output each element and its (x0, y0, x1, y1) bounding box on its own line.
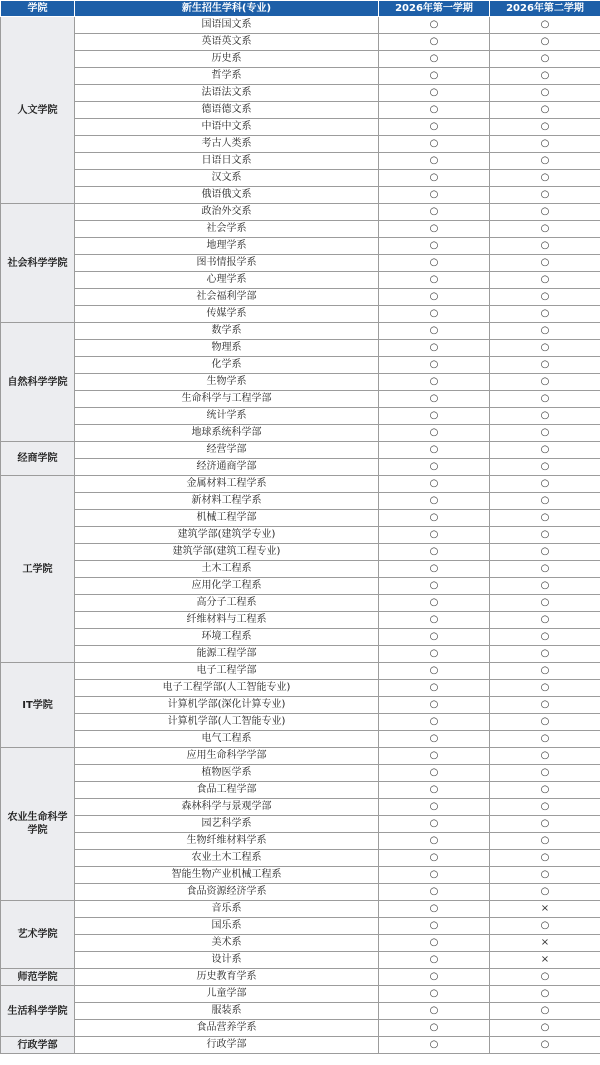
table-row (1, 663, 600, 680)
table-row (1, 34, 600, 51)
table-row (1, 969, 600, 986)
semester-1-status: ○ (379, 255, 490, 272)
major-name: 心理学系 (75, 272, 379, 289)
semester-2-status: ○ (490, 170, 600, 187)
semester-2-status: ○ (490, 884, 600, 901)
semester-1-status: ○ (379, 544, 490, 561)
semester-1-status: ○ (379, 289, 490, 306)
college-name: IT学院 (1, 663, 75, 748)
semester-1-status: ○ (379, 493, 490, 510)
major-name: 服装系 (75, 1003, 379, 1020)
header-semester-2: 2026年第二学期 (490, 1, 600, 17)
table-row (1, 187, 600, 204)
major-name: 纤维材料与工程系 (75, 612, 379, 629)
major-name: 俄语俄文系 (75, 187, 379, 204)
college-name: 经商学院 (1, 442, 75, 476)
semester-1-status: ○ (379, 782, 490, 799)
semester-1-status: ○ (379, 204, 490, 221)
table-row (1, 510, 600, 527)
semester-1-status: ○ (379, 561, 490, 578)
table-row (1, 867, 600, 884)
major-name: 新材料工程学系 (75, 493, 379, 510)
semester-1-status: ○ (379, 476, 490, 493)
semester-2-status: ○ (490, 374, 600, 391)
major-name: 日语日文系 (75, 153, 379, 170)
major-name: 德语德文系 (75, 102, 379, 119)
table-row (1, 578, 600, 595)
major-name: 建筑学部(建筑工程专业) (75, 544, 379, 561)
semester-2-status: ○ (490, 187, 600, 204)
semester-2-status: ○ (490, 289, 600, 306)
table-row (1, 1037, 600, 1054)
semester-1-status: ○ (379, 799, 490, 816)
table-row (1, 850, 600, 867)
semester-2-status: ○ (490, 714, 600, 731)
semester-1-status: ○ (379, 357, 490, 374)
table-row (1, 102, 600, 119)
major-name: 社会福利学部 (75, 289, 379, 306)
semester-1-status: ○ (379, 714, 490, 731)
semester-2-status: × (490, 935, 600, 952)
major-name: 食品工程学部 (75, 782, 379, 799)
semester-1-status: ○ (379, 629, 490, 646)
semester-2-status: ○ (490, 969, 600, 986)
semester-2-status: ○ (490, 408, 600, 425)
semester-1-status: ○ (379, 1003, 490, 1020)
semester-1-status: ○ (379, 935, 490, 952)
semester-2-status: ○ (490, 544, 600, 561)
semester-2-status: ○ (490, 153, 600, 170)
semester-2-status: ○ (490, 204, 600, 221)
major-name: 音乐系 (75, 901, 379, 918)
semester-1-status: ○ (379, 221, 490, 238)
major-name: 考古人类系 (75, 136, 379, 153)
semester-1-status: ○ (379, 850, 490, 867)
major-name: 环境工程系 (75, 629, 379, 646)
semester-1-status: ○ (379, 765, 490, 782)
semester-1-status: ○ (379, 340, 490, 357)
table-header (1, 1, 600, 17)
semester-1-status: ○ (379, 595, 490, 612)
semester-1-status: ○ (379, 85, 490, 102)
semester-1-status: ○ (379, 119, 490, 136)
semester-2-status: ○ (490, 867, 600, 884)
semester-2-status: ○ (490, 272, 600, 289)
semester-2-status: ○ (490, 119, 600, 136)
college-name: 师范学院 (1, 969, 75, 986)
major-name: 应用化学工程系 (75, 578, 379, 595)
semester-1-status: ○ (379, 136, 490, 153)
semester-1-status: ○ (379, 1020, 490, 1037)
college-name: 工学院 (1, 476, 75, 663)
semester-2-status: ○ (490, 765, 600, 782)
header-major: 新生招生学科(专业) (75, 1, 379, 17)
table-row (1, 17, 600, 34)
semester-1-status: ○ (379, 306, 490, 323)
major-name: 设计系 (75, 952, 379, 969)
semester-2-status: ○ (490, 1003, 600, 1020)
table-row (1, 476, 600, 493)
table-row (1, 493, 600, 510)
semester-1-status: ○ (379, 612, 490, 629)
semester-2-status: ○ (490, 391, 600, 408)
semester-2-status: ○ (490, 680, 600, 697)
major-name: 国乐系 (75, 918, 379, 935)
semester-1-status: ○ (379, 901, 490, 918)
semester-1-status: ○ (379, 867, 490, 884)
table-row (1, 51, 600, 68)
semester-2-status: ○ (490, 255, 600, 272)
major-name: 食品营养学系 (75, 1020, 379, 1037)
table-row (1, 357, 600, 374)
semester-2-status: ○ (490, 782, 600, 799)
major-name: 经济通商学部 (75, 459, 379, 476)
semester-1-status: ○ (379, 816, 490, 833)
major-name: 儿童学部 (75, 986, 379, 1003)
semester-2-status: ○ (490, 833, 600, 850)
table-row (1, 425, 600, 442)
major-name: 汉文系 (75, 170, 379, 187)
major-name: 应用生命科学学部 (75, 748, 379, 765)
table-row (1, 374, 600, 391)
major-name: 数学系 (75, 323, 379, 340)
semester-2-status: ○ (490, 1020, 600, 1037)
semester-1-status: ○ (379, 833, 490, 850)
major-name: 美术系 (75, 935, 379, 952)
table-row (1, 204, 600, 221)
major-name: 计算机学部(深化计算专业) (75, 697, 379, 714)
semester-2-status: ○ (490, 731, 600, 748)
table-row (1, 119, 600, 136)
semester-2-status: ○ (490, 748, 600, 765)
semester-2-status: × (490, 901, 600, 918)
semester-1-status: ○ (379, 102, 490, 119)
table-row (1, 153, 600, 170)
semester-2-status: ○ (490, 459, 600, 476)
major-name: 政治外交系 (75, 204, 379, 221)
table-row (1, 442, 600, 459)
semester-2-status: ○ (490, 612, 600, 629)
semester-2-status: ○ (490, 442, 600, 459)
semester-1-status: ○ (379, 1037, 490, 1054)
table-row (1, 765, 600, 782)
semester-2-status: ○ (490, 527, 600, 544)
semester-1-status: ○ (379, 391, 490, 408)
semester-1-status: ○ (379, 680, 490, 697)
major-name: 机械工程学部 (75, 510, 379, 527)
table-row (1, 1020, 600, 1037)
semester-2-status: ○ (490, 799, 600, 816)
table-row (1, 561, 600, 578)
semester-2-status: ○ (490, 136, 600, 153)
table-row (1, 408, 600, 425)
major-name: 高分子工程系 (75, 595, 379, 612)
table-row (1, 782, 600, 799)
table-row (1, 340, 600, 357)
table-row (1, 255, 600, 272)
college-name: 农业生命科学学院 (1, 748, 75, 901)
semester-1-status: ○ (379, 34, 490, 51)
semester-1-status: ○ (379, 238, 490, 255)
major-name: 物理系 (75, 340, 379, 357)
semester-1-status: ○ (379, 374, 490, 391)
major-name: 能源工程学部 (75, 646, 379, 663)
major-name: 生物纤维材料学系 (75, 833, 379, 850)
table-row (1, 697, 600, 714)
semester-2-status: ○ (490, 425, 600, 442)
semester-2-status: ○ (490, 17, 600, 34)
major-name: 生命科学与工程学部 (75, 391, 379, 408)
semester-1-status: ○ (379, 153, 490, 170)
table-row (1, 68, 600, 85)
semester-1-status: ○ (379, 918, 490, 935)
semester-2-status: ○ (490, 697, 600, 714)
semester-1-status: ○ (379, 663, 490, 680)
major-name: 行政学部 (75, 1037, 379, 1054)
table-row (1, 901, 600, 918)
table-row (1, 459, 600, 476)
semester-2-status: ○ (490, 68, 600, 85)
table-row (1, 595, 600, 612)
table-row (1, 918, 600, 935)
major-name: 电气工程系 (75, 731, 379, 748)
semester-2-status: ○ (490, 510, 600, 527)
table-row (1, 816, 600, 833)
semester-2-status: × (490, 952, 600, 969)
header-row (1, 1, 600, 17)
semester-2-status: ○ (490, 357, 600, 374)
semester-2-status: ○ (490, 306, 600, 323)
semester-1-status: ○ (379, 646, 490, 663)
table-row (1, 748, 600, 765)
semester-2-status: ○ (490, 986, 600, 1003)
table-row (1, 221, 600, 238)
college-name: 生活科学学院 (1, 986, 75, 1037)
table-row (1, 306, 600, 323)
semester-1-status: ○ (379, 408, 490, 425)
semester-2-status: ○ (490, 34, 600, 51)
major-name: 图书情报学系 (75, 255, 379, 272)
semester-2-status: ○ (490, 663, 600, 680)
semester-2-status: ○ (490, 51, 600, 68)
major-name: 电子工程学部(人工智能专业) (75, 680, 379, 697)
header-semester-1: 2026年第一学期 (379, 1, 490, 17)
semester-2-status: ○ (490, 578, 600, 595)
semester-1-status: ○ (379, 68, 490, 85)
major-name: 地球系统科学部 (75, 425, 379, 442)
semester-2-status: ○ (490, 816, 600, 833)
major-name: 金属材料工程学系 (75, 476, 379, 493)
semester-1-status: ○ (379, 272, 490, 289)
header-college: 学院 (1, 1, 75, 17)
semester-1-status: ○ (379, 527, 490, 544)
table-row (1, 935, 600, 952)
table-row (1, 544, 600, 561)
table-row (1, 136, 600, 153)
major-name: 历史系 (75, 51, 379, 68)
table-row (1, 170, 600, 187)
semester-2-status: ○ (490, 561, 600, 578)
major-name: 计算机学部(人工智能专业) (75, 714, 379, 731)
table-row (1, 952, 600, 969)
table-row (1, 884, 600, 901)
semester-1-status: ○ (379, 578, 490, 595)
semester-2-status: ○ (490, 476, 600, 493)
semester-1-status: ○ (379, 969, 490, 986)
college-name: 人文学院 (1, 17, 75, 204)
major-name: 电子工程学部 (75, 663, 379, 680)
table-row (1, 680, 600, 697)
major-name: 土木工程系 (75, 561, 379, 578)
college-name: 社会科学学院 (1, 204, 75, 323)
semester-1-status: ○ (379, 459, 490, 476)
major-name: 智能生物产业机械工程系 (75, 867, 379, 884)
college-name: 行政学部 (1, 1037, 75, 1054)
semester-1-status: ○ (379, 323, 490, 340)
table-row (1, 612, 600, 629)
major-name: 农业土木工程系 (75, 850, 379, 867)
semester-1-status: ○ (379, 986, 490, 1003)
semester-2-status: ○ (490, 629, 600, 646)
table-row (1, 714, 600, 731)
table-row (1, 731, 600, 748)
table-row (1, 527, 600, 544)
semester-1-status: ○ (379, 510, 490, 527)
major-name: 社会学系 (75, 221, 379, 238)
major-name: 法语法文系 (75, 85, 379, 102)
semester-2-status: ○ (490, 238, 600, 255)
semester-1-status: ○ (379, 17, 490, 34)
semester-2-status: ○ (490, 1037, 600, 1054)
table-row (1, 799, 600, 816)
table-row (1, 646, 600, 663)
semester-2-status: ○ (490, 646, 600, 663)
semester-1-status: ○ (379, 697, 490, 714)
semester-1-status: ○ (379, 884, 490, 901)
semester-1-status: ○ (379, 187, 490, 204)
major-name: 国语国文系 (75, 17, 379, 34)
semester-1-status: ○ (379, 952, 490, 969)
semester-1-status: ○ (379, 51, 490, 68)
major-name: 建筑学部(建筑学专业) (75, 527, 379, 544)
table-row (1, 391, 600, 408)
semester-1-status: ○ (379, 442, 490, 459)
major-name: 统计学系 (75, 408, 379, 425)
semester-1-status: ○ (379, 748, 490, 765)
major-name: 中语中文系 (75, 119, 379, 136)
major-name: 地理学系 (75, 238, 379, 255)
table-row (1, 629, 600, 646)
semester-2-status: ○ (490, 493, 600, 510)
semester-2-status: ○ (490, 221, 600, 238)
semester-1-status: ○ (379, 170, 490, 187)
major-name: 森林科学与景观学部 (75, 799, 379, 816)
table-row (1, 238, 600, 255)
major-name: 历史教育学系 (75, 969, 379, 986)
semester-2-status: ○ (490, 323, 600, 340)
major-name: 食品资源经济学系 (75, 884, 379, 901)
table-body (1, 17, 600, 1054)
semester-2-status: ○ (490, 102, 600, 119)
table-row (1, 833, 600, 850)
table-row (1, 289, 600, 306)
table-row (1, 1003, 600, 1020)
college-name: 艺术学院 (1, 901, 75, 969)
major-name: 哲学系 (75, 68, 379, 85)
college-name: 自然科学学院 (1, 323, 75, 442)
semester-2-status: ○ (490, 85, 600, 102)
table-row (1, 85, 600, 102)
major-name: 英语英文系 (75, 34, 379, 51)
table-row (1, 986, 600, 1003)
semester-2-status: ○ (490, 850, 600, 867)
major-name: 园艺科学系 (75, 816, 379, 833)
major-name: 植物医学系 (75, 765, 379, 782)
major-name: 经营学部 (75, 442, 379, 459)
semester-2-status: ○ (490, 340, 600, 357)
major-name: 传媒学系 (75, 306, 379, 323)
semester-1-status: ○ (379, 731, 490, 748)
table-row (1, 323, 600, 340)
table-row (1, 272, 600, 289)
semester-2-status: ○ (490, 918, 600, 935)
major-name: 化学系 (75, 357, 379, 374)
semester-1-status: ○ (379, 425, 490, 442)
major-name: 生物学系 (75, 374, 379, 391)
semester-2-status: ○ (490, 595, 600, 612)
